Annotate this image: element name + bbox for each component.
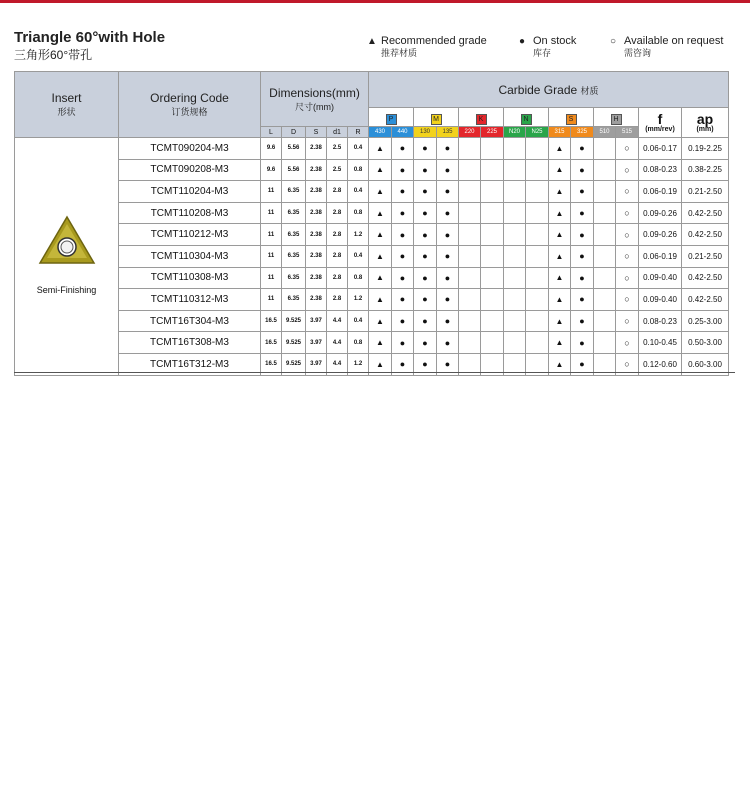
dim-l: 11 xyxy=(261,267,282,289)
filled-dot-icon: ● xyxy=(571,202,594,224)
dim-s: 2.38 xyxy=(306,267,327,289)
grade-empty-cell xyxy=(481,159,504,181)
grade-empty-cell xyxy=(459,332,481,354)
dim-col-l: L xyxy=(261,127,282,138)
dim-l: 11 xyxy=(261,181,282,203)
filled-dot-icon: ● xyxy=(437,224,459,246)
filled-dot-icon: ● xyxy=(437,138,459,160)
dim-d: 6.35 xyxy=(282,202,306,224)
dim-s: 2.38 xyxy=(306,138,327,160)
filled-dot-icon: ● xyxy=(392,267,414,289)
table-row xyxy=(15,202,729,224)
dim-l: 11 xyxy=(261,202,282,224)
iso-group-h xyxy=(594,108,639,127)
dim-d1: 2.8 xyxy=(327,181,348,203)
feed-value: 0.06-0.19 xyxy=(639,245,682,267)
dim-s: 2.38 xyxy=(306,224,327,246)
dim-d1: 2.8 xyxy=(327,289,348,311)
triangle-icon: ▲ xyxy=(369,245,392,267)
feed-value: 0.08-0.23 xyxy=(639,159,682,181)
depth-value: 0.21-2.50 xyxy=(682,181,729,203)
feed-value: 0.09-0.40 xyxy=(639,267,682,289)
ordering-code: TCMT110312-M3 xyxy=(119,289,261,311)
dim-d1: 2.8 xyxy=(327,202,348,224)
grade-empty-cell xyxy=(504,181,526,203)
triangle-icon: ▲ xyxy=(369,289,392,311)
iso-group-n xyxy=(504,108,549,127)
triangle-icon: ▲ xyxy=(549,310,571,332)
triangle-icon: ▲ xyxy=(369,159,392,181)
grade-empty-cell xyxy=(594,202,616,224)
triangle-icon: ▲ xyxy=(549,332,571,354)
dim-s: 2.38 xyxy=(306,289,327,311)
filled-dot-icon: ● xyxy=(437,310,459,332)
depth-value: 0.50-3.00 xyxy=(682,332,729,354)
table-row xyxy=(15,289,729,311)
grade-code-n25: N25 xyxy=(526,127,549,138)
grade-empty-cell xyxy=(459,289,481,311)
feed-value: 0.09-0.40 xyxy=(639,289,682,311)
iso-h-box: H xyxy=(611,114,622,125)
open-circle-icon: ○ xyxy=(616,159,639,181)
filled-dot-icon: ● xyxy=(437,159,459,181)
grade-empty-cell xyxy=(481,267,504,289)
depth-value: 0.25-3.00 xyxy=(682,310,729,332)
grade-code-n20: N20 xyxy=(504,127,526,138)
dim-s: 2.38 xyxy=(306,245,327,267)
grade-empty-cell xyxy=(594,267,616,289)
dim-d1: 2.8 xyxy=(327,224,348,246)
grade-empty-cell xyxy=(481,289,504,311)
iso-n-box: N xyxy=(521,114,532,125)
triangle-icon: ▲ xyxy=(369,181,392,203)
triangle-insert-icon xyxy=(37,214,97,266)
grade-empty-cell xyxy=(594,138,616,160)
dim-d1: 2.8 xyxy=(327,245,348,267)
feed-value: 0.06-0.19 xyxy=(639,181,682,203)
feed-header: f (mm/rev) xyxy=(639,108,682,138)
open-circle-icon: ○ xyxy=(616,289,639,311)
feed-value: 0.10-0.45 xyxy=(639,332,682,354)
table-row xyxy=(15,332,729,354)
table-row xyxy=(15,245,729,267)
dim-l: 11 xyxy=(261,289,282,311)
grade-empty-cell xyxy=(526,289,549,311)
filled-dot-icon: ● xyxy=(437,267,459,289)
table-row xyxy=(15,224,729,246)
grade-empty-cell xyxy=(526,245,549,267)
filled-dot-icon: ● xyxy=(392,202,414,224)
grade-code-325: 325 xyxy=(571,127,594,138)
grade-empty-cell xyxy=(459,181,481,203)
grade-code-220: 220 xyxy=(459,127,481,138)
triangle-icon: ▲ xyxy=(369,332,392,354)
filled-dot-icon: ● xyxy=(414,181,437,203)
dim-l: 11 xyxy=(261,245,282,267)
triangle-icon: ▲ xyxy=(549,159,571,181)
filled-dot-icon: ● xyxy=(414,224,437,246)
open-circle-icon: ○ xyxy=(616,138,639,160)
dim-r: 0.4 xyxy=(348,245,369,267)
page-title: Triangle 60°with Hole xyxy=(14,29,166,46)
grade-empty-cell xyxy=(481,138,504,160)
triangle-icon: ▲ xyxy=(549,138,571,160)
filled-dot-icon: ● xyxy=(414,353,437,375)
grade-empty-cell xyxy=(504,138,526,160)
filled-dot-icon: ● xyxy=(571,353,594,375)
triangle-icon: ▲ xyxy=(549,202,571,224)
triangle-icon: ▲ xyxy=(549,181,571,203)
dim-d: 9.525 xyxy=(282,310,306,332)
depth-header: ap (mm) xyxy=(682,108,729,138)
depth-value: 0.42-2.50 xyxy=(682,289,729,311)
dim-s: 3.97 xyxy=(306,310,327,332)
grade-empty-cell xyxy=(594,310,616,332)
grade-code-130: 130 xyxy=(414,127,437,138)
dim-s: 3.97 xyxy=(306,353,327,375)
iso-p-box: P xyxy=(386,114,397,125)
filled-dot-icon: ● xyxy=(392,332,414,354)
dim-col-d: D xyxy=(282,127,306,138)
open-circle-icon: ○ xyxy=(616,332,639,354)
dim-d1: 2.5 xyxy=(327,138,348,160)
ordering-code: TCMT090204-M3 xyxy=(119,138,261,160)
dim-r: 1.2 xyxy=(348,224,369,246)
filled-dot-icon: ● xyxy=(392,224,414,246)
feed-value: 0.12-0.60 xyxy=(639,353,682,375)
grade-empty-cell xyxy=(526,202,549,224)
dim-d: 9.525 xyxy=(282,353,306,375)
grade-empty-cell xyxy=(459,202,481,224)
filled-dot-icon: ● xyxy=(414,310,437,332)
depth-value: 0.19-2.25 xyxy=(682,138,729,160)
feed-value: 0.06-0.17 xyxy=(639,138,682,160)
grade-empty-cell xyxy=(504,332,526,354)
dim-r: 0.8 xyxy=(348,159,369,181)
triangle-icon: ▲ xyxy=(369,353,392,375)
depth-value: 0.42-2.50 xyxy=(682,267,729,289)
grade-code-510: 510 xyxy=(594,127,616,138)
grade-code-430: 430 xyxy=(369,127,392,138)
ordering-code: TCMT16T312-M3 xyxy=(119,353,261,375)
grade-code-515: 515 xyxy=(616,127,639,138)
depth-value: 0.21-2.50 xyxy=(682,245,729,267)
legend-on-stock: ● On stock 库存 xyxy=(519,35,577,58)
dim-col-r: R xyxy=(348,127,369,138)
filled-dot-icon: ● xyxy=(414,267,437,289)
ordering-code: TCMT110208-M3 xyxy=(119,202,261,224)
dim-s: 2.38 xyxy=(306,159,327,181)
iso-group-s xyxy=(549,108,594,127)
triangle-icon: ▲ xyxy=(369,310,392,332)
dim-d1: 2.8 xyxy=(327,267,348,289)
dim-l: 9.6 xyxy=(261,138,282,160)
filled-dot-icon: ● xyxy=(392,181,414,203)
grade-empty-cell xyxy=(526,138,549,160)
grade-empty-cell xyxy=(481,310,504,332)
grade-empty-cell xyxy=(526,159,549,181)
grade-empty-cell xyxy=(504,310,526,332)
filled-dot-icon: ● xyxy=(437,181,459,203)
filled-dot-icon: ● xyxy=(437,332,459,354)
dim-d: 5.56 xyxy=(282,159,306,181)
dim-d1: 4.4 xyxy=(327,332,348,354)
filled-dot-icon: ● xyxy=(571,332,594,354)
filled-dot-icon: ● xyxy=(414,289,437,311)
open-circle-icon: ○ xyxy=(616,267,639,289)
grade-empty-cell xyxy=(481,202,504,224)
grade-empty-cell xyxy=(459,224,481,246)
depth-value: 0.60-3.00 xyxy=(682,353,729,375)
grade-empty-cell xyxy=(526,310,549,332)
open-circle-icon: ○ xyxy=(616,224,639,246)
triangle-icon: ▲ xyxy=(369,138,392,160)
filled-dot-icon: ● xyxy=(437,353,459,375)
triangle-icon: ▲ xyxy=(549,289,571,311)
grade-empty-cell xyxy=(481,181,504,203)
dimensions-header: Dimensions(mm) 尺寸(mm) xyxy=(261,72,369,127)
open-circle-icon: ○ xyxy=(616,181,639,203)
page-subtitle: 三角形60°带孔 xyxy=(14,48,93,62)
dim-d: 5.56 xyxy=(282,138,306,160)
grade-code-135: 135 xyxy=(437,127,459,138)
ordering-code: TCMT16T304-M3 xyxy=(119,310,261,332)
triangle-icon: ▲ xyxy=(369,202,392,224)
filled-dot-icon: ● xyxy=(571,138,594,160)
dim-d1: 2.5 xyxy=(327,159,348,181)
dim-r: 0.4 xyxy=(348,310,369,332)
table-bottom-rule xyxy=(14,372,735,373)
triangle-icon: ▲ xyxy=(369,224,392,246)
table-row xyxy=(15,159,729,181)
table-row xyxy=(15,138,729,160)
filled-dot-icon: ● xyxy=(571,224,594,246)
iso-s-box: S xyxy=(566,114,577,125)
grade-empty-cell xyxy=(504,289,526,311)
grade-empty-cell xyxy=(594,224,616,246)
iso-group-p xyxy=(369,108,414,127)
dim-s: 2.38 xyxy=(306,181,327,203)
dim-d: 6.35 xyxy=(282,181,306,203)
grade-empty-cell xyxy=(504,245,526,267)
grade-empty-cell xyxy=(504,159,526,181)
grade-empty-cell xyxy=(526,267,549,289)
dim-d: 6.35 xyxy=(282,289,306,311)
grade-empty-cell xyxy=(526,332,549,354)
grade-code-315: 315 xyxy=(549,127,571,138)
filled-dot-icon: ● xyxy=(571,310,594,332)
table-row xyxy=(15,310,729,332)
grade-empty-cell xyxy=(481,245,504,267)
ordering-code: TCMT110304-M3 xyxy=(119,245,261,267)
grade-empty-cell xyxy=(459,310,481,332)
ordering-code: TCMT110212-M3 xyxy=(119,224,261,246)
triangle-icon: ▲ xyxy=(549,353,571,375)
filled-dot-icon: ● xyxy=(392,245,414,267)
open-circle-icon: ○ xyxy=(610,36,617,47)
dim-r: 0.8 xyxy=(348,202,369,224)
dim-d: 6.35 xyxy=(282,245,306,267)
grade-empty-cell xyxy=(594,245,616,267)
triangle-icon: ▲ xyxy=(549,245,571,267)
open-circle-icon: ○ xyxy=(616,310,639,332)
open-circle-icon: ○ xyxy=(616,245,639,267)
grade-empty-cell xyxy=(459,245,481,267)
filled-dot-icon: ● xyxy=(414,202,437,224)
grade-empty-cell xyxy=(594,332,616,354)
triangle-icon: ▲ xyxy=(549,224,571,246)
depth-value: 0.42-2.50 xyxy=(682,202,729,224)
feed-value: 0.09-0.26 xyxy=(639,224,682,246)
filled-dot-icon: ● xyxy=(392,289,414,311)
dim-d: 9.525 xyxy=(282,332,306,354)
grade-empty-cell xyxy=(481,332,504,354)
grade-code-440: 440 xyxy=(392,127,414,138)
dim-s: 2.38 xyxy=(306,202,327,224)
filled-dot-icon: ● xyxy=(571,245,594,267)
grade-empty-cell xyxy=(459,267,481,289)
grade-empty-cell xyxy=(594,289,616,311)
dim-r: 0.8 xyxy=(348,267,369,289)
feed-value: 0.08-0.23 xyxy=(639,310,682,332)
insert-header: Insert 形状 xyxy=(15,72,119,138)
depth-value: 0.42-2.50 xyxy=(682,224,729,246)
grade-empty-cell xyxy=(526,224,549,246)
iso-m-box: M xyxy=(431,114,442,125)
filled-dot-icon: ● xyxy=(571,267,594,289)
dim-col-s: S xyxy=(306,127,327,138)
dim-r: 0.4 xyxy=(348,181,369,203)
dim-col-d1: d1 xyxy=(327,127,348,138)
triangle-icon: ▲ xyxy=(549,267,571,289)
filled-dot-icon: ● xyxy=(392,353,414,375)
filled-dot-icon: ● xyxy=(392,310,414,332)
grade-empty-cell xyxy=(459,159,481,181)
carbide-grade-header: Carbide Grade 材质 xyxy=(369,72,729,108)
open-circle-icon: ○ xyxy=(616,202,639,224)
filled-dot-icon: ● xyxy=(392,138,414,160)
grade-empty-cell xyxy=(481,224,504,246)
dim-l: 9.6 xyxy=(261,159,282,181)
dim-d1: 4.4 xyxy=(327,310,348,332)
depth-value: 0.38-2.25 xyxy=(682,159,729,181)
dim-r: 0.8 xyxy=(348,332,369,354)
dim-l: 16.5 xyxy=(261,332,282,354)
dim-l: 16.5 xyxy=(261,310,282,332)
filled-dot-icon: ● xyxy=(571,289,594,311)
grade-empty-cell xyxy=(504,267,526,289)
filled-dot-icon: ● xyxy=(437,245,459,267)
ordering-code: TCMT110308-M3 xyxy=(119,267,261,289)
filled-dot-icon: ● xyxy=(437,202,459,224)
grade-empty-cell xyxy=(459,138,481,160)
filled-dot-icon: ● xyxy=(571,159,594,181)
legend-recommended: ▲ Recommended grade 推荐材质 xyxy=(367,35,487,58)
grade-empty-cell xyxy=(504,202,526,224)
ordering-code-header: Ordering Code 订货规格 xyxy=(119,72,261,138)
insert-type-label: Semi-Finishing xyxy=(36,285,97,296)
filled-dot-icon: ● xyxy=(571,181,594,203)
iso-group-m xyxy=(414,108,459,127)
dim-r: 1.2 xyxy=(348,289,369,311)
dim-r: 1.2 xyxy=(348,353,369,375)
filled-dot-icon: ● xyxy=(414,332,437,354)
grade-code-225: 225 xyxy=(481,127,504,138)
iso-k-box: K xyxy=(476,114,487,125)
triangle-icon: ▲ xyxy=(367,36,377,47)
ordering-code: TCMT16T308-M3 xyxy=(119,332,261,354)
filled-dot-icon: ● xyxy=(519,36,526,47)
ordering-code: TCMT090208-M3 xyxy=(119,159,261,181)
filled-dot-icon: ● xyxy=(437,289,459,311)
grade-empty-cell xyxy=(526,181,549,203)
legend-on-request: ○ Available on request 需咨询 xyxy=(610,35,724,58)
dim-r: 0.4 xyxy=(348,138,369,160)
grade-empty-cell xyxy=(594,181,616,203)
top-accent-bar xyxy=(0,0,750,3)
dim-d: 6.35 xyxy=(282,224,306,246)
ordering-code: TCMT110204-M3 xyxy=(119,181,261,203)
iso-group-k xyxy=(459,108,504,127)
triangle-icon: ▲ xyxy=(369,267,392,289)
table-row xyxy=(15,181,729,203)
insert-shape-cell xyxy=(15,138,119,376)
filled-dot-icon: ● xyxy=(392,159,414,181)
filled-dot-icon: ● xyxy=(414,159,437,181)
table-row xyxy=(15,267,729,289)
feed-value: 0.09-0.26 xyxy=(639,202,682,224)
grade-empty-cell xyxy=(504,224,526,246)
dim-l: 11 xyxy=(261,224,282,246)
dim-d: 6.35 xyxy=(282,267,306,289)
open-circle-icon: ○ xyxy=(616,353,639,375)
dim-l: 16.5 xyxy=(261,353,282,375)
filled-dot-icon: ● xyxy=(414,245,437,267)
spec-table xyxy=(14,71,729,376)
filled-dot-icon: ● xyxy=(414,138,437,160)
dim-d1: 4.4 xyxy=(327,353,348,375)
grade-empty-cell xyxy=(594,159,616,181)
dim-s: 3.97 xyxy=(306,332,327,354)
